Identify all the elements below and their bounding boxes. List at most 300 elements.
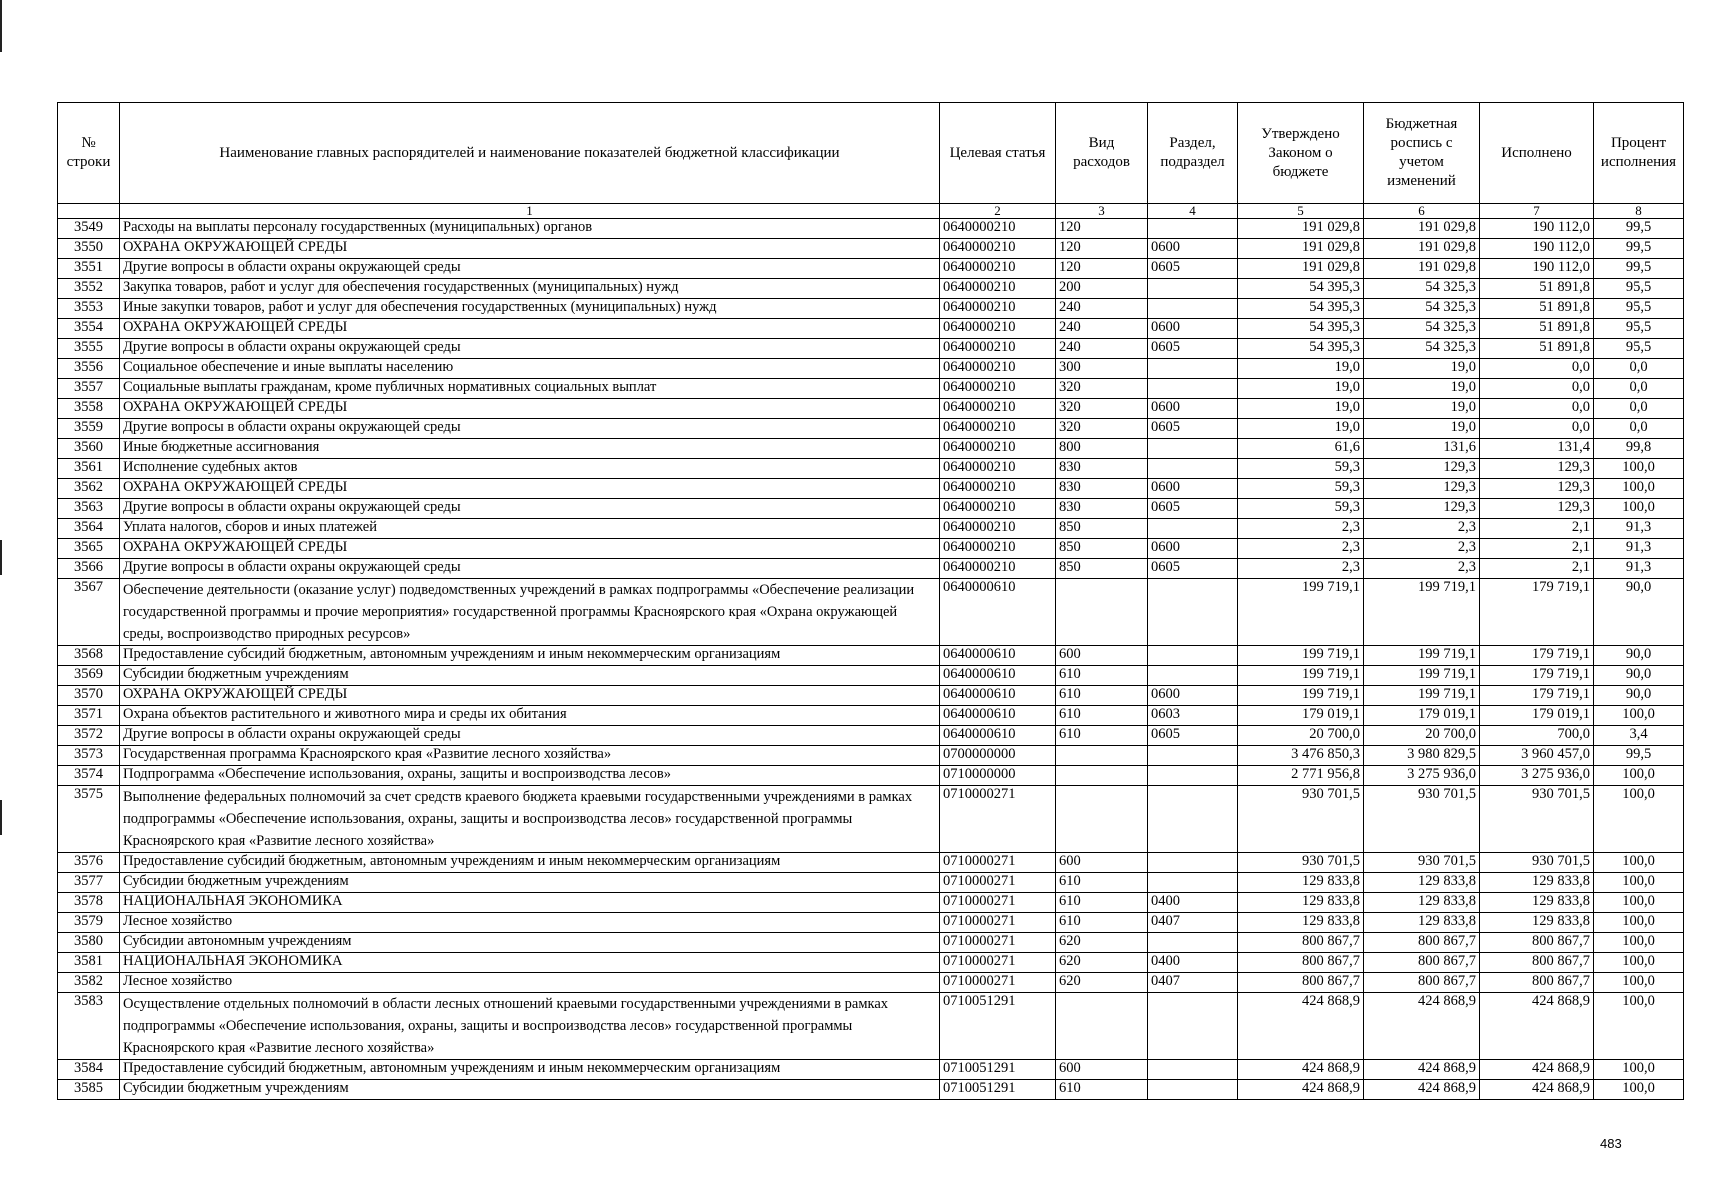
expense-type-cell: 800 (1056, 439, 1148, 459)
approved-cell: 54 395,3 (1238, 299, 1364, 319)
section-cell: 0605 (1148, 259, 1238, 279)
table-row (58, 299, 1684, 319)
table-row (58, 339, 1684, 359)
approved-cell: 800 867,7 (1238, 973, 1364, 993)
approved-cell: 800 867,7 (1238, 953, 1364, 973)
name-cell: Субсидии бюджетным учреждениям (120, 1080, 940, 1100)
target-article-cell: 0640000610 (940, 726, 1056, 746)
expense-type-cell: 320 (1056, 419, 1148, 439)
executed-cell: 129,3 (1480, 499, 1594, 519)
section-cell (1148, 359, 1238, 379)
name-cell: Субсидии автономным учреждениям (120, 933, 940, 953)
executed-cell: 179 719,1 (1480, 686, 1594, 706)
table-row (58, 933, 1684, 953)
row-number-cell: 3568 (58, 646, 120, 666)
expense-type-cell: 600 (1056, 853, 1148, 873)
name-cell: Государственная программа Красноярского края «Развитие лесного хозяйства» (120, 746, 940, 766)
section-cell: 0400 (1148, 953, 1238, 973)
executed-cell: 51 891,8 (1480, 319, 1594, 339)
section-cell (1148, 1080, 1238, 1100)
target-article-cell: 0640000210 (940, 379, 1056, 399)
percent-cell: 95,5 (1594, 339, 1684, 359)
percent-cell: 90,0 (1594, 579, 1684, 646)
percent-cell: 91,3 (1594, 559, 1684, 579)
percent-cell: 100,0 (1594, 973, 1684, 993)
executed-cell: 190 112,0 (1480, 219, 1594, 239)
name-cell: Другие вопросы в области охраны окружающей среды (120, 419, 940, 439)
table-row (58, 279, 1684, 299)
section-cell (1148, 873, 1238, 893)
name-cell: Субсидии бюджетным учреждениям (120, 873, 940, 893)
executed-cell: 0,0 (1480, 419, 1594, 439)
table-row (58, 539, 1684, 559)
table-row (58, 239, 1684, 259)
executed-cell: 179 719,1 (1480, 666, 1594, 686)
section-cell: 0400 (1148, 893, 1238, 913)
table-header-row (58, 103, 1684, 204)
header-executed: Исполнено (1480, 103, 1594, 204)
expense-type-cell (1056, 579, 1148, 646)
executed-cell: 0,0 (1480, 379, 1594, 399)
section-cell (1148, 279, 1238, 299)
row-number-cell: 3553 (58, 299, 120, 319)
approved-cell: 59,3 (1238, 459, 1364, 479)
table-row (58, 419, 1684, 439)
table-row (58, 219, 1684, 239)
table-row (58, 686, 1684, 706)
approved-cell: 54 395,3 (1238, 319, 1364, 339)
table-row (58, 559, 1684, 579)
percent-cell: 0,0 (1594, 359, 1684, 379)
executed-cell: 930 701,5 (1480, 786, 1594, 853)
budget-list-cell: 54 325,3 (1364, 339, 1480, 359)
column-number: 6 (1364, 204, 1480, 219)
row-number-cell: 3549 (58, 219, 120, 239)
table-row (58, 786, 1684, 853)
scan-edge-mark (0, 540, 2, 575)
expense-type-cell: 830 (1056, 499, 1148, 519)
name-cell: Обеспечение деятельности (оказание услуг) подведомственных учреждений в рамках подпрограммы «Обеспечение реализации государственной программы и прочие мероприятия» государственной программы Красноярского края «Охрана окружающей среды, воспроизводство природных ресурсов» (120, 579, 940, 646)
row-number-cell: 3580 (58, 933, 120, 953)
section-cell (1148, 519, 1238, 539)
expense-type-cell: 620 (1056, 953, 1148, 973)
target-article-cell: 0640000610 (940, 646, 1056, 666)
section-cell: 0600 (1148, 239, 1238, 259)
expense-type-cell: 120 (1056, 219, 1148, 239)
expense-type-cell: 620 (1056, 973, 1148, 993)
row-number-cell: 3576 (58, 853, 120, 873)
target-article-cell: 0640000210 (940, 339, 1056, 359)
budget-list-cell: 3 980 829,5 (1364, 746, 1480, 766)
name-cell: Уплата налогов, сборов и иных платежей (120, 519, 940, 539)
expense-type-cell: 300 (1056, 359, 1148, 379)
budget-list-cell: 2,3 (1364, 539, 1480, 559)
name-cell: Выполнение федеральных полномочий за счет средств краевого бюджета краевыми государственными учреждениями в рамках подпрограммы «Обеспечение использования, охраны, защиты и воспроизводства лесов» государственной программы Красноярского края «Развитие лесного хозяйства» (120, 786, 940, 853)
section-cell (1148, 439, 1238, 459)
percent-cell: 91,3 (1594, 519, 1684, 539)
row-number-cell: 3554 (58, 319, 120, 339)
header-row-number: № строки (58, 103, 120, 204)
executed-cell: 129 833,8 (1480, 913, 1594, 933)
target-article-cell: 0710000271 (940, 913, 1056, 933)
expense-type-cell: 610 (1056, 893, 1148, 913)
section-cell: 0605 (1148, 499, 1238, 519)
approved-cell: 19,0 (1238, 419, 1364, 439)
target-article-cell: 0710000271 (940, 953, 1056, 973)
percent-cell: 99,5 (1594, 259, 1684, 279)
column-number: 4 (1148, 204, 1238, 219)
percent-cell: 100,0 (1594, 913, 1684, 933)
budget-list-cell: 179 019,1 (1364, 706, 1480, 726)
approved-cell: 54 395,3 (1238, 339, 1364, 359)
percent-cell: 100,0 (1594, 953, 1684, 973)
header-name: Наименование главных распорядителей и наименование показателей бюджетной классификации (120, 103, 940, 204)
expense-type-cell: 610 (1056, 686, 1148, 706)
target-article-cell: 0640000210 (940, 419, 1056, 439)
table-row (58, 379, 1684, 399)
approved-cell: 199 719,1 (1238, 646, 1364, 666)
section-cell (1148, 299, 1238, 319)
table-row (58, 913, 1684, 933)
budget-list-cell: 129,3 (1364, 499, 1480, 519)
row-number-cell: 3562 (58, 479, 120, 499)
header-expense-type: Вид расходов (1056, 103, 1148, 204)
row-number-cell: 3584 (58, 1060, 120, 1080)
executed-cell: 131,4 (1480, 439, 1594, 459)
executed-cell: 2,1 (1480, 519, 1594, 539)
approved-cell: 179 019,1 (1238, 706, 1364, 726)
table-row (58, 479, 1684, 499)
approved-cell: 19,0 (1238, 359, 1364, 379)
column-number (58, 204, 120, 219)
target-article-cell: 0710000271 (940, 933, 1056, 953)
table-row (58, 319, 1684, 339)
percent-cell: 100,0 (1594, 479, 1684, 499)
executed-cell: 190 112,0 (1480, 259, 1594, 279)
budget-list-cell: 199 719,1 (1364, 579, 1480, 646)
section-cell: 0600 (1148, 686, 1238, 706)
column-number: 2 (940, 204, 1056, 219)
expense-type-cell: 610 (1056, 873, 1148, 893)
executed-cell: 2,1 (1480, 539, 1594, 559)
percent-cell: 100,0 (1594, 933, 1684, 953)
row-number-cell: 3561 (58, 459, 120, 479)
table-row (58, 893, 1684, 913)
table-row (58, 259, 1684, 279)
table-row (58, 519, 1684, 539)
table-row (58, 746, 1684, 766)
target-article-cell: 0640000610 (940, 686, 1056, 706)
row-number-cell: 3575 (58, 786, 120, 853)
approved-cell: 3 476 850,3 (1238, 746, 1364, 766)
name-cell: Другие вопросы в области охраны окружающей среды (120, 499, 940, 519)
target-article-cell: 0710000271 (940, 786, 1056, 853)
row-number-cell: 3574 (58, 766, 120, 786)
budget-list-cell: 19,0 (1364, 419, 1480, 439)
row-number-cell: 3556 (58, 359, 120, 379)
row-number-cell: 3585 (58, 1080, 120, 1100)
row-number-cell: 3581 (58, 953, 120, 973)
target-article-cell: 0640000210 (940, 459, 1056, 479)
name-cell: Социальное обеспечение и иные выплаты населению (120, 359, 940, 379)
row-number-cell: 3557 (58, 379, 120, 399)
section-cell: 0605 (1148, 559, 1238, 579)
target-article-cell: 0710000271 (940, 853, 1056, 873)
section-cell (1148, 853, 1238, 873)
expense-type-cell (1056, 766, 1148, 786)
budget-list-cell: 424 868,9 (1364, 993, 1480, 1060)
approved-cell: 199 719,1 (1238, 666, 1364, 686)
row-number-cell: 3583 (58, 993, 120, 1060)
column-number-row (58, 204, 1684, 219)
percent-cell: 100,0 (1594, 706, 1684, 726)
name-cell: НАЦИОНАЛЬНАЯ ЭКОНОМИКА (120, 953, 940, 973)
table-row (58, 499, 1684, 519)
budget-list-cell: 800 867,7 (1364, 933, 1480, 953)
header-approved: Утверждено Законом о бюджете (1238, 103, 1364, 204)
target-article-cell: 0640000610 (940, 706, 1056, 726)
expense-type-cell (1056, 786, 1148, 853)
budget-list-cell: 199 719,1 (1364, 666, 1480, 686)
expense-type-cell: 240 (1056, 299, 1148, 319)
section-cell (1148, 746, 1238, 766)
percent-cell: 100,0 (1594, 766, 1684, 786)
name-cell: Осуществление отдельных полномочий в области лесных отношений краевыми государственными учреждениями в рамках подпрограммы «Обеспечение использования, охраны, защиты и воспроизводства лесов» государственной программы Красноярского края «Развитие лесного хозяйства» (120, 993, 940, 1060)
percent-cell: 95,5 (1594, 279, 1684, 299)
section-cell: 0407 (1148, 973, 1238, 993)
target-article-cell: 0640000210 (940, 239, 1056, 259)
expense-type-cell: 600 (1056, 646, 1148, 666)
name-cell: ОХРАНА ОКРУЖАЮЩЕЙ СРЕДЫ (120, 319, 940, 339)
percent-cell: 100,0 (1594, 459, 1684, 479)
percent-cell: 91,3 (1594, 539, 1684, 559)
row-number-cell: 3582 (58, 973, 120, 993)
percent-cell: 100,0 (1594, 993, 1684, 1060)
budget-list-cell: 930 701,5 (1364, 786, 1480, 853)
section-cell: 0407 (1148, 913, 1238, 933)
name-cell: Предоставление субсидий бюджетным, автономным учреждениям и иным некоммерческим организациям (120, 853, 940, 873)
executed-cell: 700,0 (1480, 726, 1594, 746)
row-number-cell: 3567 (58, 579, 120, 646)
target-article-cell: 0640000210 (940, 319, 1056, 339)
approved-cell: 20 700,0 (1238, 726, 1364, 746)
name-cell: Другие вопросы в области охраны окружающей среды (120, 559, 940, 579)
table-row (58, 953, 1684, 973)
percent-cell: 90,0 (1594, 646, 1684, 666)
name-cell: Иные закупки товаров, работ и услуг для обеспечения государственных (муниципальных) нужд (120, 299, 940, 319)
row-number-cell: 3577 (58, 873, 120, 893)
executed-cell: 51 891,8 (1480, 279, 1594, 299)
row-number-cell: 3551 (58, 259, 120, 279)
name-cell: Иные бюджетные ассигнования (120, 439, 940, 459)
name-cell: ОХРАНА ОКРУЖАЮЩЕЙ СРЕДЫ (120, 239, 940, 259)
executed-cell: 179 019,1 (1480, 706, 1594, 726)
executed-cell: 2,1 (1480, 559, 1594, 579)
budget-list-cell: 129,3 (1364, 479, 1480, 499)
target-article-cell: 0710051291 (940, 1080, 1056, 1100)
budget-list-cell: 2,3 (1364, 519, 1480, 539)
executed-cell: 179 719,1 (1480, 646, 1594, 666)
budget-list-cell: 199 719,1 (1364, 686, 1480, 706)
budget-list-cell: 19,0 (1364, 379, 1480, 399)
percent-cell: 95,5 (1594, 319, 1684, 339)
target-article-cell: 0640000210 (940, 499, 1056, 519)
executed-cell: 129,3 (1480, 479, 1594, 499)
executed-cell: 3 275 936,0 (1480, 766, 1594, 786)
target-article-cell: 0700000000 (940, 746, 1056, 766)
budget-list-cell: 129,3 (1364, 459, 1480, 479)
percent-cell: 95,5 (1594, 299, 1684, 319)
executed-cell: 800 867,7 (1480, 953, 1594, 973)
expense-type-cell: 610 (1056, 1080, 1148, 1100)
table-row (58, 1080, 1684, 1100)
approved-cell: 191 029,8 (1238, 259, 1364, 279)
percent-cell: 3,4 (1594, 726, 1684, 746)
row-number-cell: 3565 (58, 539, 120, 559)
expense-type-cell: 620 (1056, 933, 1148, 953)
name-cell: Охрана объектов растительного и животного мира и среды их обитания (120, 706, 940, 726)
budget-list-cell: 129 833,8 (1364, 873, 1480, 893)
expense-type-cell: 120 (1056, 259, 1148, 279)
expense-type-cell: 610 (1056, 666, 1148, 686)
executed-cell: 930 701,5 (1480, 853, 1594, 873)
executed-cell: 3 960 457,0 (1480, 746, 1594, 766)
expense-type-cell: 610 (1056, 913, 1148, 933)
table-row (58, 579, 1684, 646)
section-cell (1148, 993, 1238, 1060)
budget-list-cell: 191 029,8 (1364, 239, 1480, 259)
section-cell (1148, 1060, 1238, 1080)
percent-cell: 100,0 (1594, 1060, 1684, 1080)
budget-list-cell: 129 833,8 (1364, 893, 1480, 913)
percent-cell: 99,8 (1594, 439, 1684, 459)
approved-cell: 19,0 (1238, 379, 1364, 399)
name-cell: ОХРАНА ОКРУЖАЮЩЕЙ СРЕДЫ (120, 479, 940, 499)
row-number-cell: 3550 (58, 239, 120, 259)
name-cell: Закупка товаров, работ и услуг для обеспечения государственных (муниципальных) нужд (120, 279, 940, 299)
target-article-cell: 0640000210 (940, 479, 1056, 499)
header-percent: Процент исполнения (1594, 103, 1684, 204)
scan-edge-mark (0, 800, 2, 835)
section-cell (1148, 219, 1238, 239)
table-row (58, 459, 1684, 479)
target-article-cell: 0640000210 (940, 539, 1056, 559)
executed-cell: 129,3 (1480, 459, 1594, 479)
approved-cell: 129 833,8 (1238, 873, 1364, 893)
name-cell: Другие вопросы в области охраны окружающей среды (120, 339, 940, 359)
approved-cell: 129 833,8 (1238, 893, 1364, 913)
approved-cell: 199 719,1 (1238, 686, 1364, 706)
budget-list-cell: 800 867,7 (1364, 973, 1480, 993)
approved-cell: 54 395,3 (1238, 279, 1364, 299)
target-article-cell: 0640000610 (940, 666, 1056, 686)
percent-cell: 100,0 (1594, 786, 1684, 853)
expense-type-cell: 830 (1056, 459, 1148, 479)
percent-cell: 100,0 (1594, 1080, 1684, 1100)
section-cell: 0605 (1148, 339, 1238, 359)
percent-cell: 100,0 (1594, 853, 1684, 873)
row-number-cell: 3570 (58, 686, 120, 706)
target-article-cell: 0640000210 (940, 299, 1056, 319)
table-row (58, 726, 1684, 746)
percent-cell: 90,0 (1594, 666, 1684, 686)
budget-list-cell: 199 719,1 (1364, 646, 1480, 666)
percent-cell: 100,0 (1594, 499, 1684, 519)
header-target-article: Целевая статья (940, 103, 1056, 204)
row-number-cell: 3571 (58, 706, 120, 726)
section-cell: 0600 (1148, 479, 1238, 499)
target-article-cell: 0640000210 (940, 279, 1056, 299)
budget-list-cell: 800 867,7 (1364, 953, 1480, 973)
row-number-cell: 3572 (58, 726, 120, 746)
table-row (58, 359, 1684, 379)
row-number-cell: 3558 (58, 399, 120, 419)
expense-type-cell: 610 (1056, 726, 1148, 746)
section-cell (1148, 766, 1238, 786)
expense-type-cell: 240 (1056, 319, 1148, 339)
percent-cell: 99,5 (1594, 746, 1684, 766)
table-row (58, 1060, 1684, 1080)
approved-cell: 930 701,5 (1238, 853, 1364, 873)
table-row (58, 439, 1684, 459)
executed-cell: 424 868,9 (1480, 1060, 1594, 1080)
table-row (58, 873, 1684, 893)
budget-list-cell: 19,0 (1364, 359, 1480, 379)
executed-cell: 424 868,9 (1480, 1080, 1594, 1100)
target-article-cell: 0710000271 (940, 873, 1056, 893)
section-cell: 0605 (1148, 419, 1238, 439)
column-number: 3 (1056, 204, 1148, 219)
approved-cell: 191 029,8 (1238, 219, 1364, 239)
section-cell (1148, 666, 1238, 686)
section-cell: 0603 (1148, 706, 1238, 726)
executed-cell: 51 891,8 (1480, 299, 1594, 319)
expense-type-cell: 600 (1056, 1060, 1148, 1080)
row-number-cell: 3573 (58, 746, 120, 766)
name-cell: Лесное хозяйство (120, 913, 940, 933)
expense-type-cell: 320 (1056, 399, 1148, 419)
section-cell (1148, 933, 1238, 953)
page-number: 483 (1600, 1136, 1622, 1151)
section-cell (1148, 379, 1238, 399)
row-number-cell: 3566 (58, 559, 120, 579)
target-article-cell: 0710000271 (940, 973, 1056, 993)
row-number-cell: 3569 (58, 666, 120, 686)
column-number: 7 (1480, 204, 1594, 219)
name-cell: Другие вопросы в области охраны окружающей среды (120, 726, 940, 746)
budget-execution-table (57, 102, 1684, 1100)
percent-cell: 0,0 (1594, 379, 1684, 399)
budget-list-cell: 54 325,3 (1364, 279, 1480, 299)
column-number: 1 (120, 204, 940, 219)
expense-type-cell: 200 (1056, 279, 1148, 299)
executed-cell: 129 833,8 (1480, 873, 1594, 893)
row-number-cell: 3564 (58, 519, 120, 539)
table-row (58, 646, 1684, 666)
section-cell (1148, 646, 1238, 666)
row-number-cell: 3578 (58, 893, 120, 913)
row-number-cell: 3563 (58, 499, 120, 519)
section-cell (1148, 786, 1238, 853)
name-cell: Расходы на выплаты персоналу государственных (муниципальных) органов (120, 219, 940, 239)
name-cell: Предоставление субсидий бюджетным, автономным учреждениям и иным некоммерческим организациям (120, 646, 940, 666)
table-row (58, 973, 1684, 993)
budget-list-cell: 3 275 936,0 (1364, 766, 1480, 786)
target-article-cell: 0640000210 (940, 259, 1056, 279)
approved-cell: 2,3 (1238, 519, 1364, 539)
name-cell: Предоставление субсидий бюджетным, автономным учреждениям и иным некоммерческим организациям (120, 1060, 940, 1080)
percent-cell: 0,0 (1594, 419, 1684, 439)
